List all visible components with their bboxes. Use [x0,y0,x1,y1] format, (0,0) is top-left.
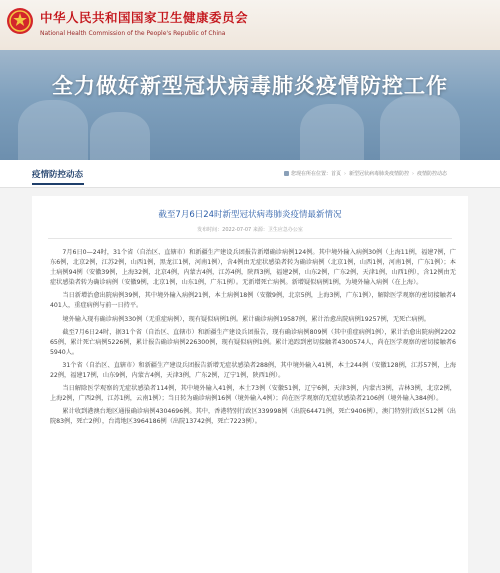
paragraph: 当日新增治愈出院病例39例，其中境外输入病例21例，本土病例18例（安徽9例，北京5例，上海3例，广东1例），解除医学观察的密切接触者4401人，重症病例与前一日持平。 [50,292,456,310]
article-body [50,248,456,431]
national-emblem-icon [6,7,34,35]
section-tab-epidemic-news[interactable]: 疫情防控动态 [32,170,84,180]
paragraph: 截至7月6日24时，据31个省（自治区、直辖市）和新疆生产建设兵团报告，现有确诊病例809例（其中重症病例1例），累计治愈出院病例220265例，累计死亡病例5226例，累计报告确诊病例226300例，现有疑似病例1例。累计追踪到密切接触者4300574人，尚在医学观察的密切接触者65940人。 [50,328,456,356]
breadcrumb [284,170,447,177]
org-name-cn[interactable]: 中华人民共和国国家卫生健康委员会 [40,10,249,25]
breadcrumb-covid[interactable]: 新型冠状病毒肺炎疫情防控 [349,171,410,177]
section-underline [32,183,84,185]
breadcrumb-current[interactable]: 疫情防控动态 [417,171,448,177]
article-meta: 发布时间：2022-07-07 来源：卫生应急办公室 [197,227,303,233]
paragraph: 当日解除医学观察的无症状感染者114例，其中境外输入41例，本土73例（安徽51例，辽宁6例，天津3例，内蒙古3例，吉林3例，北京2例，上海2例，广西2例，江苏1例，云南1例）；当日转为确诊病例16例（境外输入4例）；尚在医学观察的无症状感染者2106例（境外输入384例）。 [50,385,456,403]
paragraph: 境外输入现有确诊病例330例（无重症病例），现有疑似病例1例。累计确诊病例19587例，累计治愈出院病例19257例，无死亡病例。 [62,315,430,323]
banner-title: 全力做好新型冠状病毒肺炎疫情防控工作 [52,74,448,98]
home-icon [284,171,289,176]
sub-navigation [0,160,500,188]
paragraph: 7月6日0—24时，31个省（自治区、直辖市）和新疆生产建设兵团报告新增确诊病例124例。其中境外输入病例30例（上海11例，福建7例，广东6例，北京2例，江苏2例，山西1例，黑龙江1例，河南1例），含4例由无症状感染者转为确诊病例（北京1例，山西1例，河南1例，广东1例）；本土病例94例（安徽39例，上海32例，北京4例，内蒙古4例，江苏4例，陕西3例，福建2例，山东2例，广东2例，天津1例，山西1例），含12例由无症状感染者转为确诊病例（安徽9例，北京1例，山东1例，广东1例）。无新增死亡病例。新增疑似病例1例，为境外输入病例（在上海）。 [50,249,456,287]
breadcrumb-separator: › [412,171,415,177]
paragraph: 31个省（自治区、直辖市）和新疆生产建设兵团报告新增无症状感染者288例，其中境外输入41例，本土244例（安徽128例，江苏57例，上海22例，福建17例，山东9例，内蒙古4例，天津3例，广东2例，辽宁1例，陕西1例）。 [50,361,456,380]
org-name-en: National Health Commission of the People's Republic of China [40,30,226,37]
breadcrumb-separator: › [344,171,347,177]
divider [48,238,452,239]
hero-banner [0,50,500,160]
breadcrumb-home[interactable]: 您现在所在位置：首页 [291,171,342,177]
site-header [0,0,500,50]
paragraph: 累计收到港澳台地区通报确诊病例4304696例。其中，香港特别行政区339998例（出院64471例，死亡9406例），澳门特别行政区512例（出院83例，死亡2例），台湾地区3964186例（出院13742例，死亡7223例）。 [50,408,456,426]
article-title: 截至7月6日24时新型冠状病毒肺炎疫情最新情况 [158,210,342,220]
article-panel [32,196,468,573]
